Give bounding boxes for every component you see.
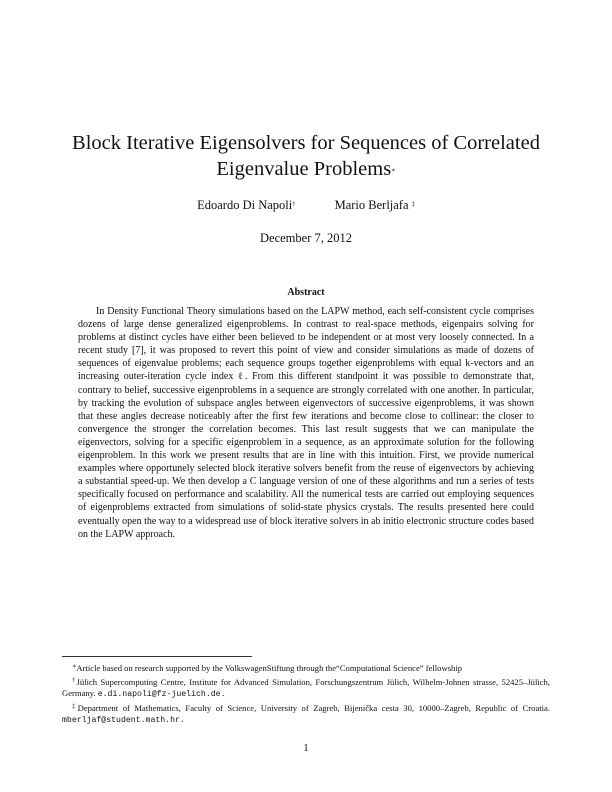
author-footnote-mark: ‡: [411, 201, 415, 208]
footnote-mark: †: [72, 676, 77, 684]
author-name: Edoardo Di Napoli: [197, 198, 293, 212]
footnote-1: [62, 661, 550, 675]
footnote-mark: ‡: [72, 702, 78, 710]
footnote-text: Department of Mathematics, Faculty of Science, University of Zagreb, Bijenička cesta 30, 10000–Zagreb, Republic of Croatia.: [77, 702, 551, 713]
abstract-body: In Density Functional Theory simulations based on the LAPW method, each self-consistent cycle comprises dozens of large dense generalized eigenproblems. In contrast to real-space methods, eigenpairs solving for problems at distinct cycles have either been believed to be independent or at most very loosely connected. In a recent study [7], it was proposed to revert this point of view and consider simulations as made of dozens of sequences of eigenvalue problems; each sequence groups together eigenproblems with equal k-vectors and an increasing outer-iteration cycle index ℓ. From this different standpoint it was possible to demonstrate that, contrary to belief, successive eigenproblems in a sequence are strongly correlated with one another. In particular, by tracking the evolution of subspace angles between eigenvectors of successive eigenproblems, it was shown that these angles decrease noticeably after the first few iterations and become close to collinear: the closer to convergence the stronger the correlation becomes. This last result suggests that we can manipulate the eigenvectors, solving for a specific eigenproblem in a sequence, as an approximate solution for the following eigenproblem. In this work we present results that are in line with this intuition. First, we provide numerical examples where opportunely selected block iterative solvers benefit from the reuse of eigenvectors by achieving a substantial speed-up. We then develop a C language version of one of these algorithms and run a series of tests specifically focused on performance and scalability. All the numerical tests are carried out employing sequences of eigenproblems extracted from simulations of solid-state physics crystals. The results presented here could eventually open the way to a widespread use of block iterative solvers in ab initio electronic structure codes based on the LAPW approach.: [78, 306, 534, 540]
author-1: [197, 197, 295, 213]
footnotes: [62, 661, 550, 727]
author-list: [40, 197, 572, 213]
author-name: Mario Berljafa: [334, 198, 409, 212]
footnote-text: Jülich Supercomputing Centre, Institute for Advanced Simulation, Forschungszentrum Jülich, Wilhelm-Johnen strasse, 52425–Jülich, Germany.: [62, 676, 550, 698]
title-text: Block Iterative Eigensolvers for Sequences of Correlated Eigenvalue Problems: [72, 132, 540, 180]
footnote-mark: ∗: [72, 663, 77, 670]
footnote-text: Article based on research supported by the VolkswagenStiftung through the“Computational Science” fellowship: [76, 663, 463, 673]
footnote-divider: [62, 656, 252, 657]
footnote-3: [62, 701, 550, 727]
page-number: 1: [303, 742, 309, 754]
footnote-2: [62, 675, 550, 701]
footnote-email[interactable]: e.di.napoli@fz-juelich.de.: [97, 690, 226, 699]
author-footnote-mark: †: [292, 201, 296, 208]
abstract-heading: Abstract: [287, 287, 325, 298]
author-2: [335, 197, 415, 213]
title-footnote-mark: ∗: [391, 167, 396, 174]
paper-date: December 7, 2012: [260, 231, 352, 245]
paper-title: [40, 130, 572, 184]
footnote-email[interactable]: mberljaf@student.math.hr.: [62, 716, 185, 725]
